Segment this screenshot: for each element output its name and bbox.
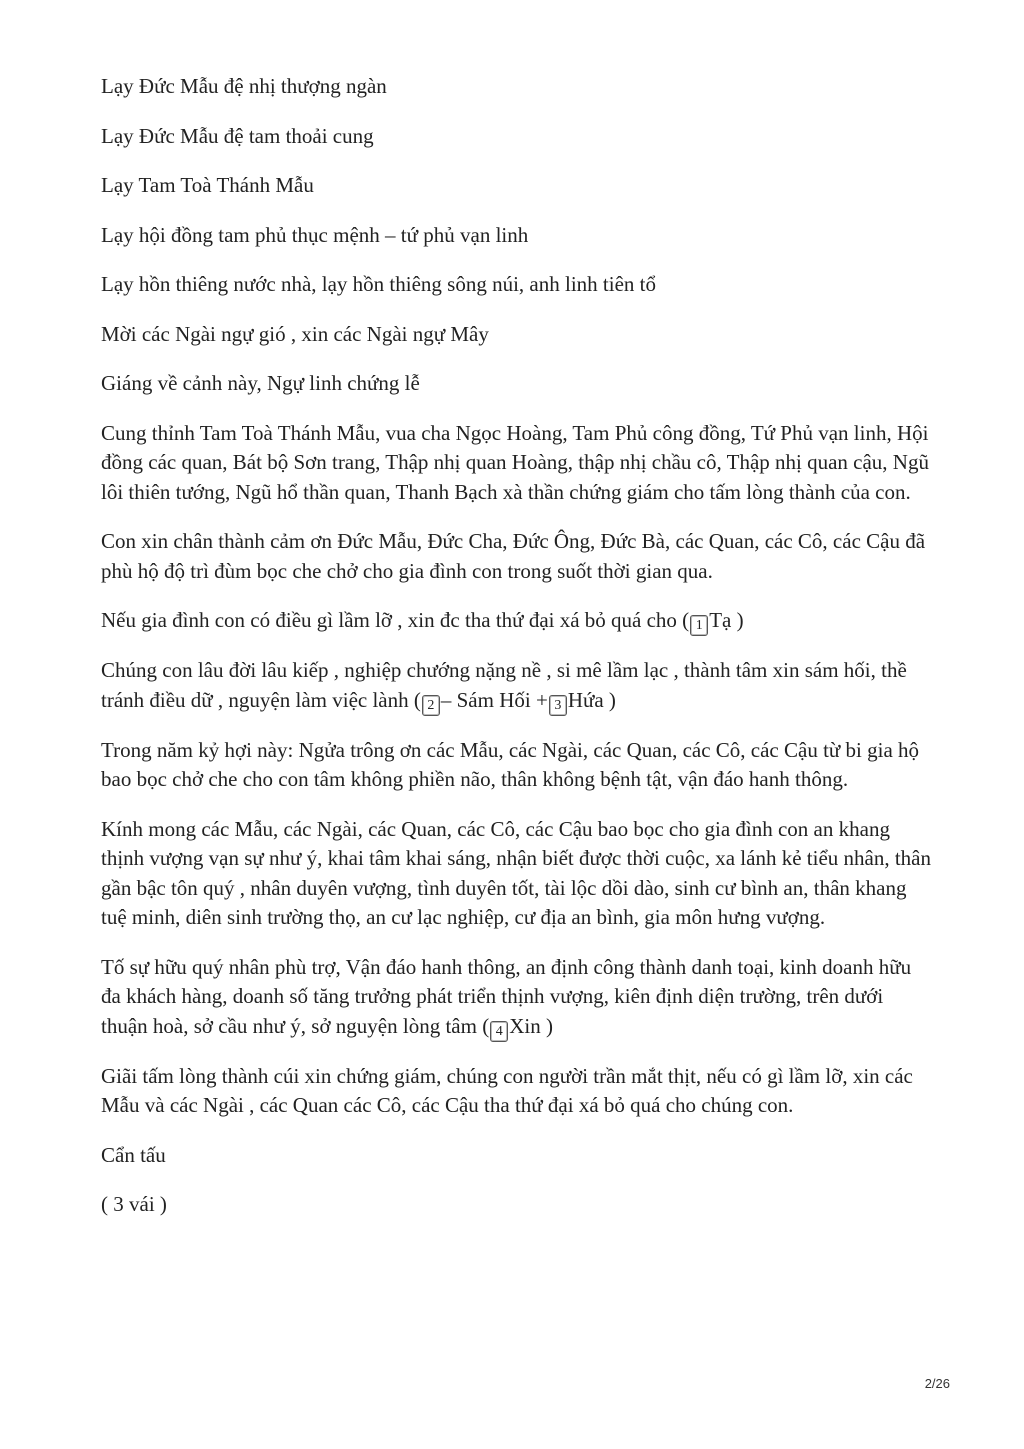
step-marker-4: 4 — [490, 1021, 508, 1042]
prayer-line: Mời các Ngài ngự gió , xin các Ngài ngự Mây — [101, 321, 489, 346]
document-body — [101, 72, 931, 1240]
prayer-line: Lạy hồn thiêng nước nhà, lạy hồn thiêng sông núi, anh linh tiên tổ — [101, 272, 656, 296]
forgiveness-text: Nếu gia đình con có điều gì lầm lỡ , xin đc tha thứ đại xá bỏ quá cho ( — [101, 608, 690, 632]
business-paragraph — [101, 953, 931, 1042]
step-marker-2: 2 — [422, 695, 440, 716]
prayer-line: Lạy Đức Mẫu đệ tam thoải cung — [101, 123, 374, 148]
gratitude-paragraph: Con xin chân thành cảm ơn Đức Mẫu, Đức Cha, Đức Ông, Đức Bà, các Quan, các Cô, các Cậu đã phù hộ độ trì đùm bọc che chở cho gia đình con trong suốt thời gian qua. — [101, 529, 926, 583]
repentance-middle: – Sám Hối + — [440, 687, 548, 712]
prayer-line: Lạy Đức Mẫu đệ nhị thượng ngàn — [101, 74, 387, 98]
repentance-paragraph — [101, 656, 931, 716]
step-marker-3: 3 — [549, 695, 567, 716]
step-marker-1: 1 — [690, 615, 708, 636]
forgiveness-after: Tạ ) — [709, 608, 744, 632]
page-number: 2/26 — [924, 1376, 950, 1391]
invocation-paragraph: Cung thỉnh Tam Toà Thánh Mẫu, vua cha Ngọc Hoàng, Tam Phủ công đồng, Tứ Phủ vạn linh, Hội đồng các quan, Bát bộ Sơn trang, Thập nhị quan Hoàng, thập nhị chầu cô, Thập nhị quan cậu, Ngũ lôi thiên tướng, Ngũ hổ thần quan, Thanh Bạch xà thần chứng giám cho tấm lòng thành của con. — [101, 420, 929, 504]
repentance-text: Chúng con lâu đời lâu kiếp , nghiệp chướng nặng nề , si mê lầm lạc , thành tâm xin sám hối, thề tránh điều dữ , nguyện làm việc lành ( — [101, 658, 907, 712]
prayer-line: Lạy Tam Toà Thánh Mẫu — [101, 173, 314, 197]
business-after: Xin ) — [509, 1013, 553, 1038]
sign-off: Cẩn tấu — [101, 1142, 166, 1167]
prayer-line: Lạy hội đồng tam phủ thục mệnh – tứ phủ vạn linh — [101, 222, 529, 247]
year-blessing-paragraph: Trong năm kỷ hợi này: Ngửa trông ơn các Mẫu, các Ngài, các Quan, các Cô, các Cậu từ bi gia hộ bao bọc chở che cho con tâm không phiền não, thân không bệnh tật, vận đáo hanh thông. — [101, 737, 920, 791]
wishes-paragraph: Kính mong các Mẫu, các Ngài, các Quan, các Cô, các Cậu bao bọc cho gia đình con an khang thịnh vượng vạn sự như ý, khai tâm khai sáng, nhận biết được thời cuộc, xa lánh kẻ tiểu nhân, thân gần bậc tôn quý , nhân duyên vượng, tình duyên tốt, tài lộc dồi dào, sinh cư bình an, thân khang tuệ minh, diên sinh trường thọ, an cư lạc nghiệp, cư địa an bình, gia môn hưng vượng. — [101, 816, 932, 929]
bows-note: ( 3 vái ) — [101, 1192, 167, 1216]
closing-paragraph: Giãi tấm lòng thành cúi xin chứng giám, chúng con người trần mắt thịt, nếu có gì lầm lỡ, xin các Mẫu và các Ngài , các Quan các Cô, các Cậu tha thứ đại xá bỏ quá cho chúng con. — [101, 1063, 913, 1117]
prayer-line: Giáng về cảnh này, Ngự linh chứng lễ — [101, 371, 420, 395]
repentance-after: Hứa ) — [567, 687, 616, 712]
forgiveness-paragraph — [101, 606, 931, 636]
business-text: Tố sự hữu quý nhân phù trợ, Vận đáo hanh thông, an định công thành danh toại, kinh doanh hữu đa khách hàng, doanh số tăng trưởng phát triển thịnh vượng, kiên định diện trường, trên dưới thuận hoà, sở cầu như ý, sở nguyện lòng tâm ( — [101, 954, 912, 1038]
